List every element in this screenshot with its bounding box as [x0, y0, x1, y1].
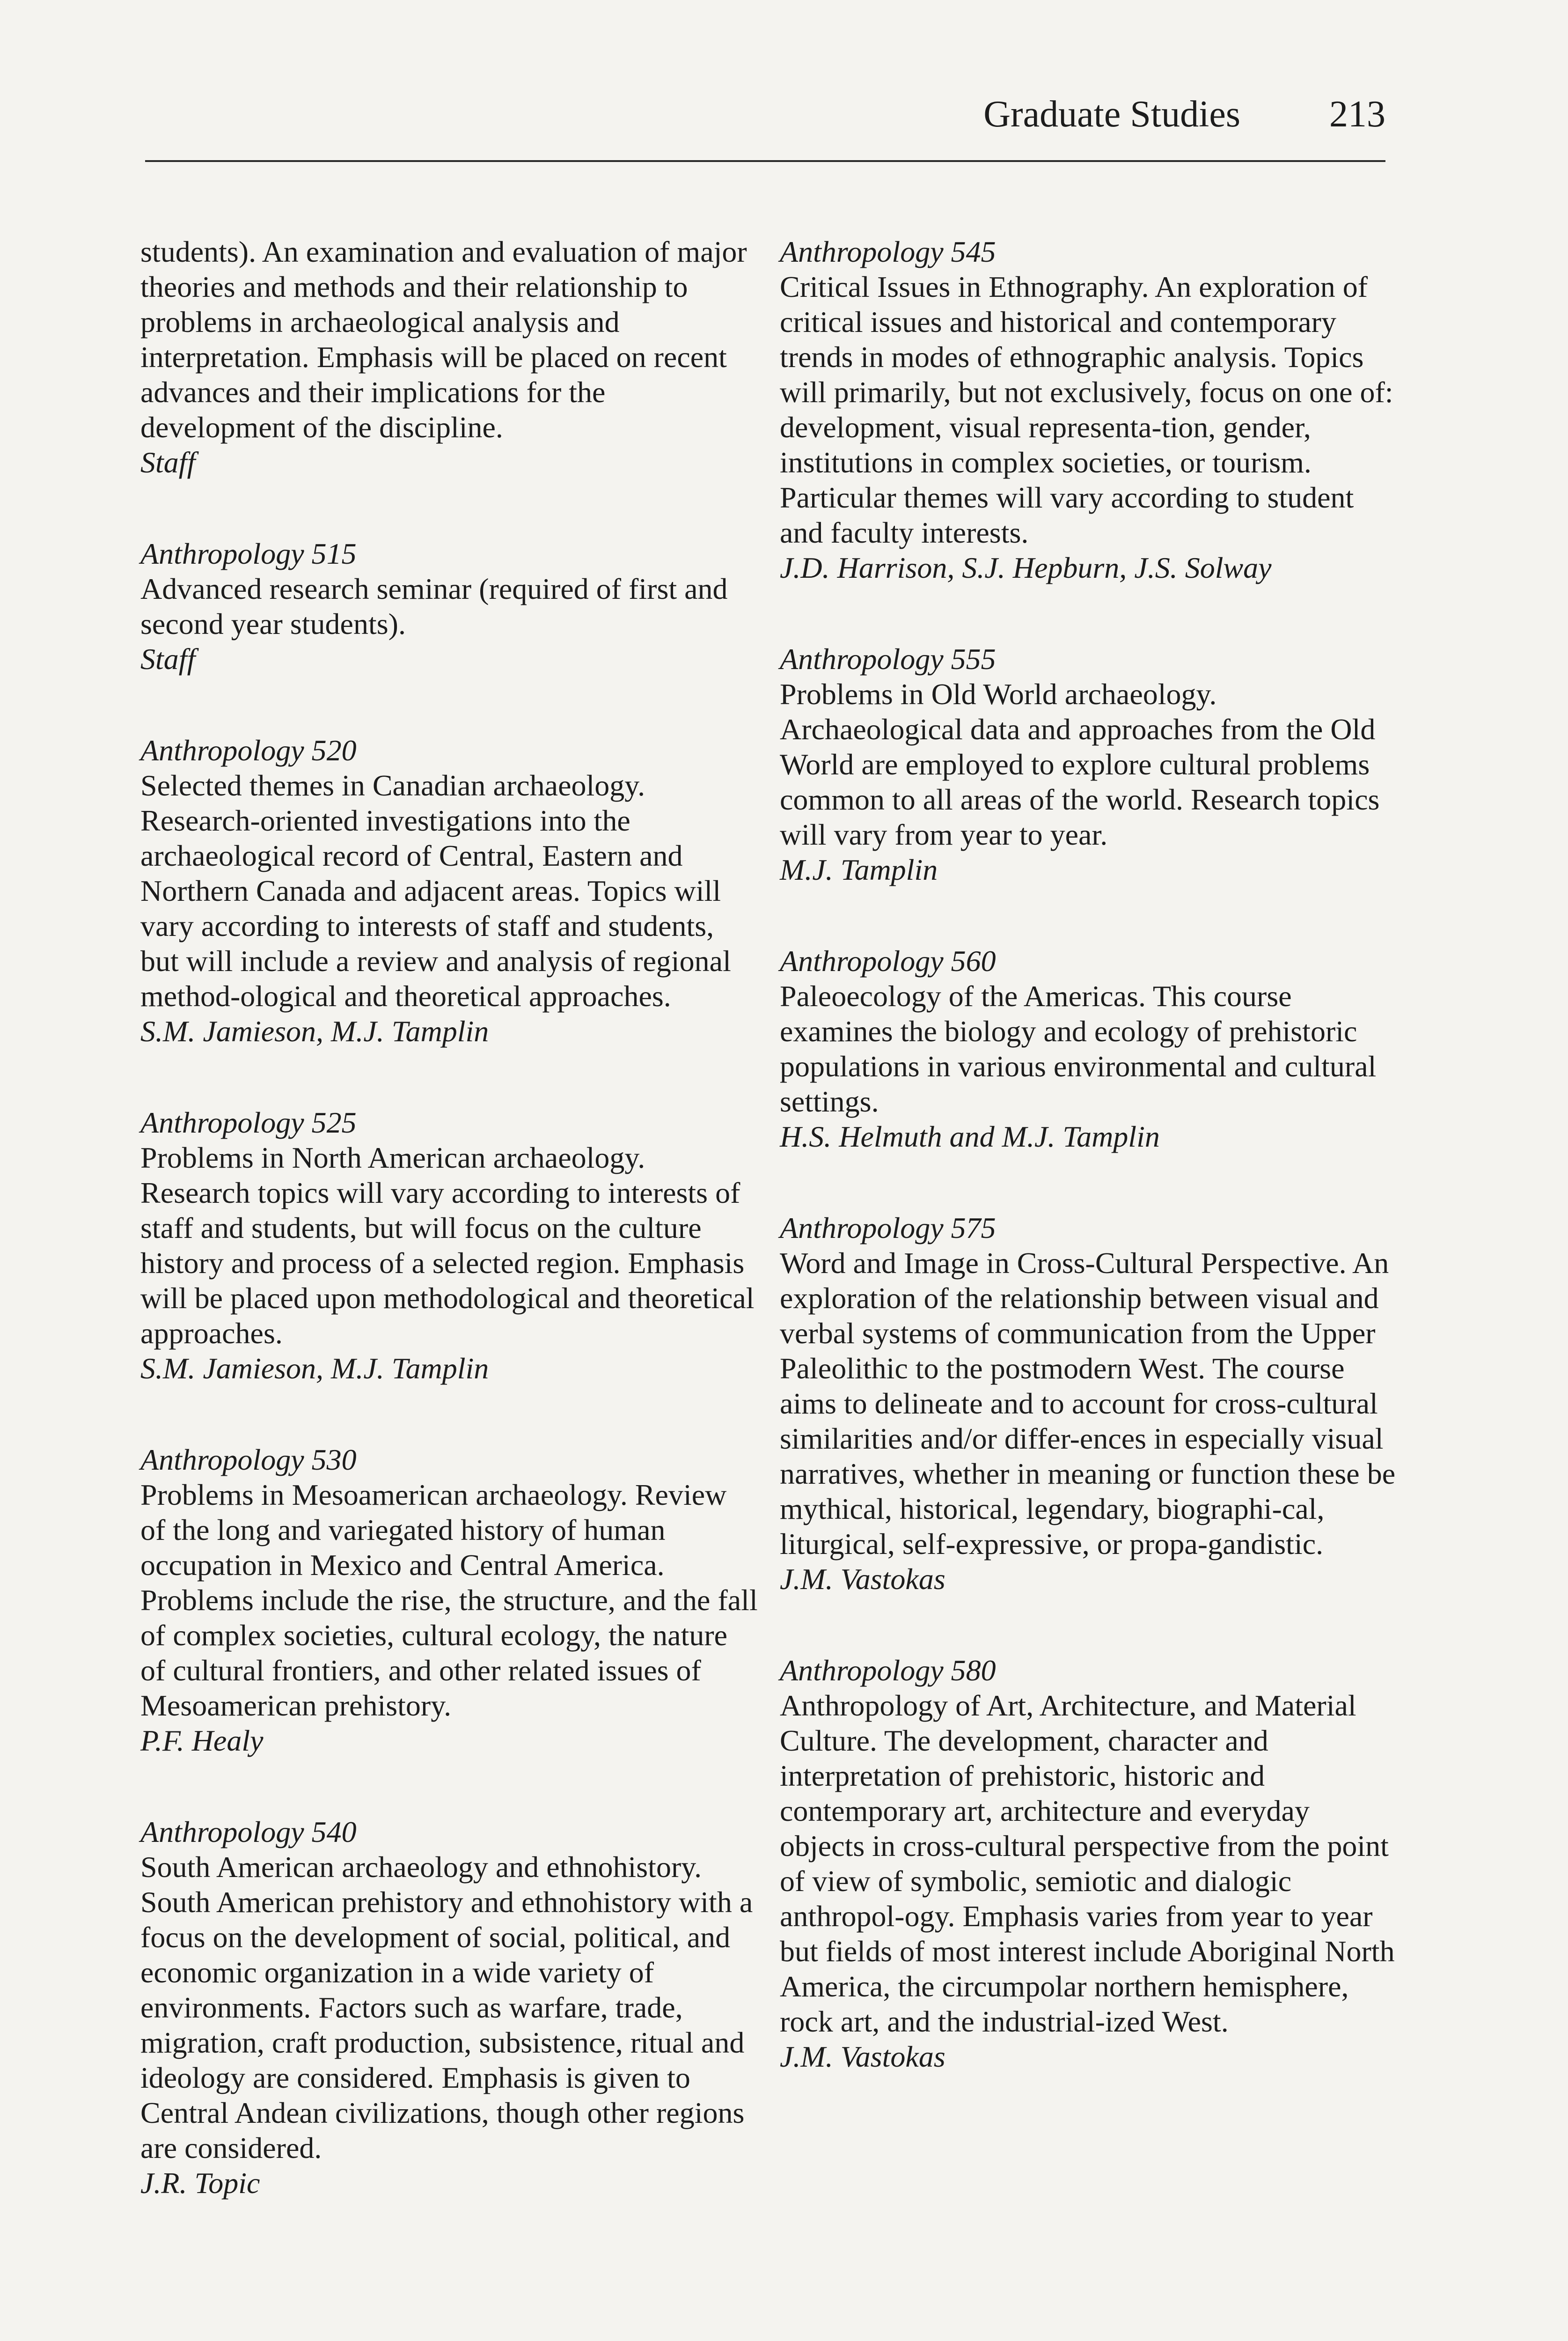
course-entry [780, 1210, 1398, 1597]
course-entry [140, 733, 758, 1049]
course-entry [780, 234, 1398, 585]
course-entry [140, 1814, 758, 2201]
course-code: Anthropology 530 [140, 1443, 357, 1476]
course-entry [780, 641, 1398, 887]
course-instructor: J.M. Vastokas [780, 2040, 945, 2073]
course-instructor: P.F. Healy [140, 1724, 264, 1757]
course-body [780, 1245, 1398, 1561]
course-instructor: M.J. Tamplin [780, 853, 938, 886]
course-description: Research topics will vary according to interests of staff and students, but will focus on the culture history and process of a selected region. Emphasis will be placed upon methodological and theoretical approaches. [140, 1176, 755, 1350]
page-number: 213 [1329, 94, 1385, 135]
course-code: Anthropology 580 [780, 1654, 996, 1687]
course-instructor: S.M. Jamieson, M.J. Tamplin [140, 1352, 489, 1385]
course-description: The development, character and interpretation of prehistoric, historic and contemporary art, architecture and everyday objects in cross-cultural perspective from the point of view of symbolic, semiotic and dialogic anthropol-ogy. Emphasis varies from year to year but fields of most interest include Aboriginal North America, the circumpolar northern hemisphere, rock art, and the industrial-ized West. [780, 1724, 1395, 2038]
page-header [145, 92, 1385, 162]
course-instructor: J.R. Topic [140, 2166, 260, 2200]
course-body [140, 1477, 758, 1723]
course-description: An exploration of critical issues and historical and contemporary trends in modes of ethnographic analysis. Topics will primarily, but not exclusively, focus on one of: development, visual representa-tion, gender, institutions in complex societies, or tourism. Particular themes will vary according to student and faculty interests. [780, 270, 1393, 549]
course-title: Problems in Mesoamerican archaeology. [140, 1478, 628, 1511]
course-code: Anthropology 575 [780, 1211, 996, 1244]
course-body [140, 768, 758, 1014]
course-code: Anthropology 515 [140, 537, 357, 570]
course-instructor: S.M. Jamieson, M.J. Tamplin [140, 1015, 489, 1048]
course-description: This course examines the biology and ecology of prehistoric populations in various environmental and cultural settings. [780, 979, 1377, 1118]
course-title: Selected themes in Canadian archaeology. [140, 769, 645, 802]
course-description: An exploration of the relationship between visual and verbal systems of communication from the Upper Paleolithic to the postmodern West. The course aims to delineate and to account for cross-cultural similarities and/or differ-ences in especially visual narratives, whether in meaning or function these be mythical, historical, legendary, biographi-cal, liturgical, self-expressive, or propa-gandistic. [780, 1246, 1396, 1561]
left-column [140, 234, 758, 2257]
course-title: South American archaeology and ethnohistory. [140, 1850, 702, 1884]
course-description: Review of the long and variegated history of human occupation in Mexico and Central America. Problems include the rise, the structure, and the fall of complex societies, cultural ecology, the nature of cultural frontiers, and other related issues of Mesoamerican prehistory. [140, 1478, 758, 1722]
course-entry [780, 943, 1398, 1154]
course-body [140, 1140, 758, 1351]
course-description: Research-oriented investigations into the archaeological record of Central, Eastern and Northern Canada and adjacent areas. Topics will vary according to interests of staff and students, but will include a review and analysis of regional method-ological and theoretical approaches. [140, 804, 731, 1013]
course-title: Anthropology of Art, Architecture, and Material Culture. [780, 1689, 1356, 1757]
course-body [140, 1849, 758, 2165]
course-entry [140, 1442, 758, 1758]
course-description: South American prehistory and ethnohistory with a focus on the development of social, political, and economic organization in a wide variety of environments. Factors such as warfare, trade, migration, craft production, subsistence, ritual and ideology are considered. Emphasis is given to Central Andean civilizations, though other regions are considered. [140, 1885, 753, 2164]
course-code: Anthropology 545 [780, 235, 996, 268]
course-entry [140, 1105, 758, 1386]
header-rule [145, 160, 1385, 162]
course-description: Archaeological data and approaches from the Old World are employed to explore cultural problems common to all areas of the world. Research topics will vary from year to year. [780, 713, 1380, 851]
course-body [780, 269, 1398, 550]
course-title: Critical Issues in Ethnography. [780, 270, 1149, 303]
course-body [780, 979, 1398, 1119]
course-instructor: H.S. Helmuth and M.J. Tamplin [780, 1120, 1160, 1153]
continued-description: students). An examination and evaluation of major theories and methods and their relationship to problems in archaeological analysis and interpretation. Emphasis will be placed on recent advances and their implications for the development of the discipline. [140, 235, 747, 444]
course-instructor: J.D. Harrison, S.J. Hepburn, J.S. Solway [780, 551, 1272, 584]
course-body [780, 677, 1398, 852]
course-title: Advanced research seminar (required of first and second year students). [140, 572, 728, 640]
course-title: Paleoecology of the Americas. [780, 979, 1146, 1013]
running-head-title: Graduate Studies [983, 94, 1240, 135]
right-column [780, 234, 1398, 2130]
course-instructor: Staff [140, 446, 196, 479]
course-entry [780, 1653, 1398, 2074]
course-instructor: Staff [140, 642, 196, 676]
course-code: Anthropology 525 [140, 1106, 357, 1139]
course-body [140, 571, 758, 641]
course-entry-continued [140, 234, 758, 480]
course-title: Problems in North American archaeology. [140, 1141, 645, 1174]
course-entry [140, 536, 758, 677]
course-code: Anthropology 540 [140, 1815, 357, 1848]
course-body [780, 1688, 1398, 2039]
course-code: Anthropology 520 [140, 734, 357, 767]
course-code: Anthropology 555 [780, 642, 996, 676]
course-title: Problems in Old World archaeology. [780, 677, 1217, 711]
course-code: Anthropology 560 [780, 944, 996, 978]
course-title: Word and Image in Cross-Cultural Perspective. [780, 1246, 1347, 1280]
course-instructor: J.M. Vastokas [780, 1562, 945, 1596]
